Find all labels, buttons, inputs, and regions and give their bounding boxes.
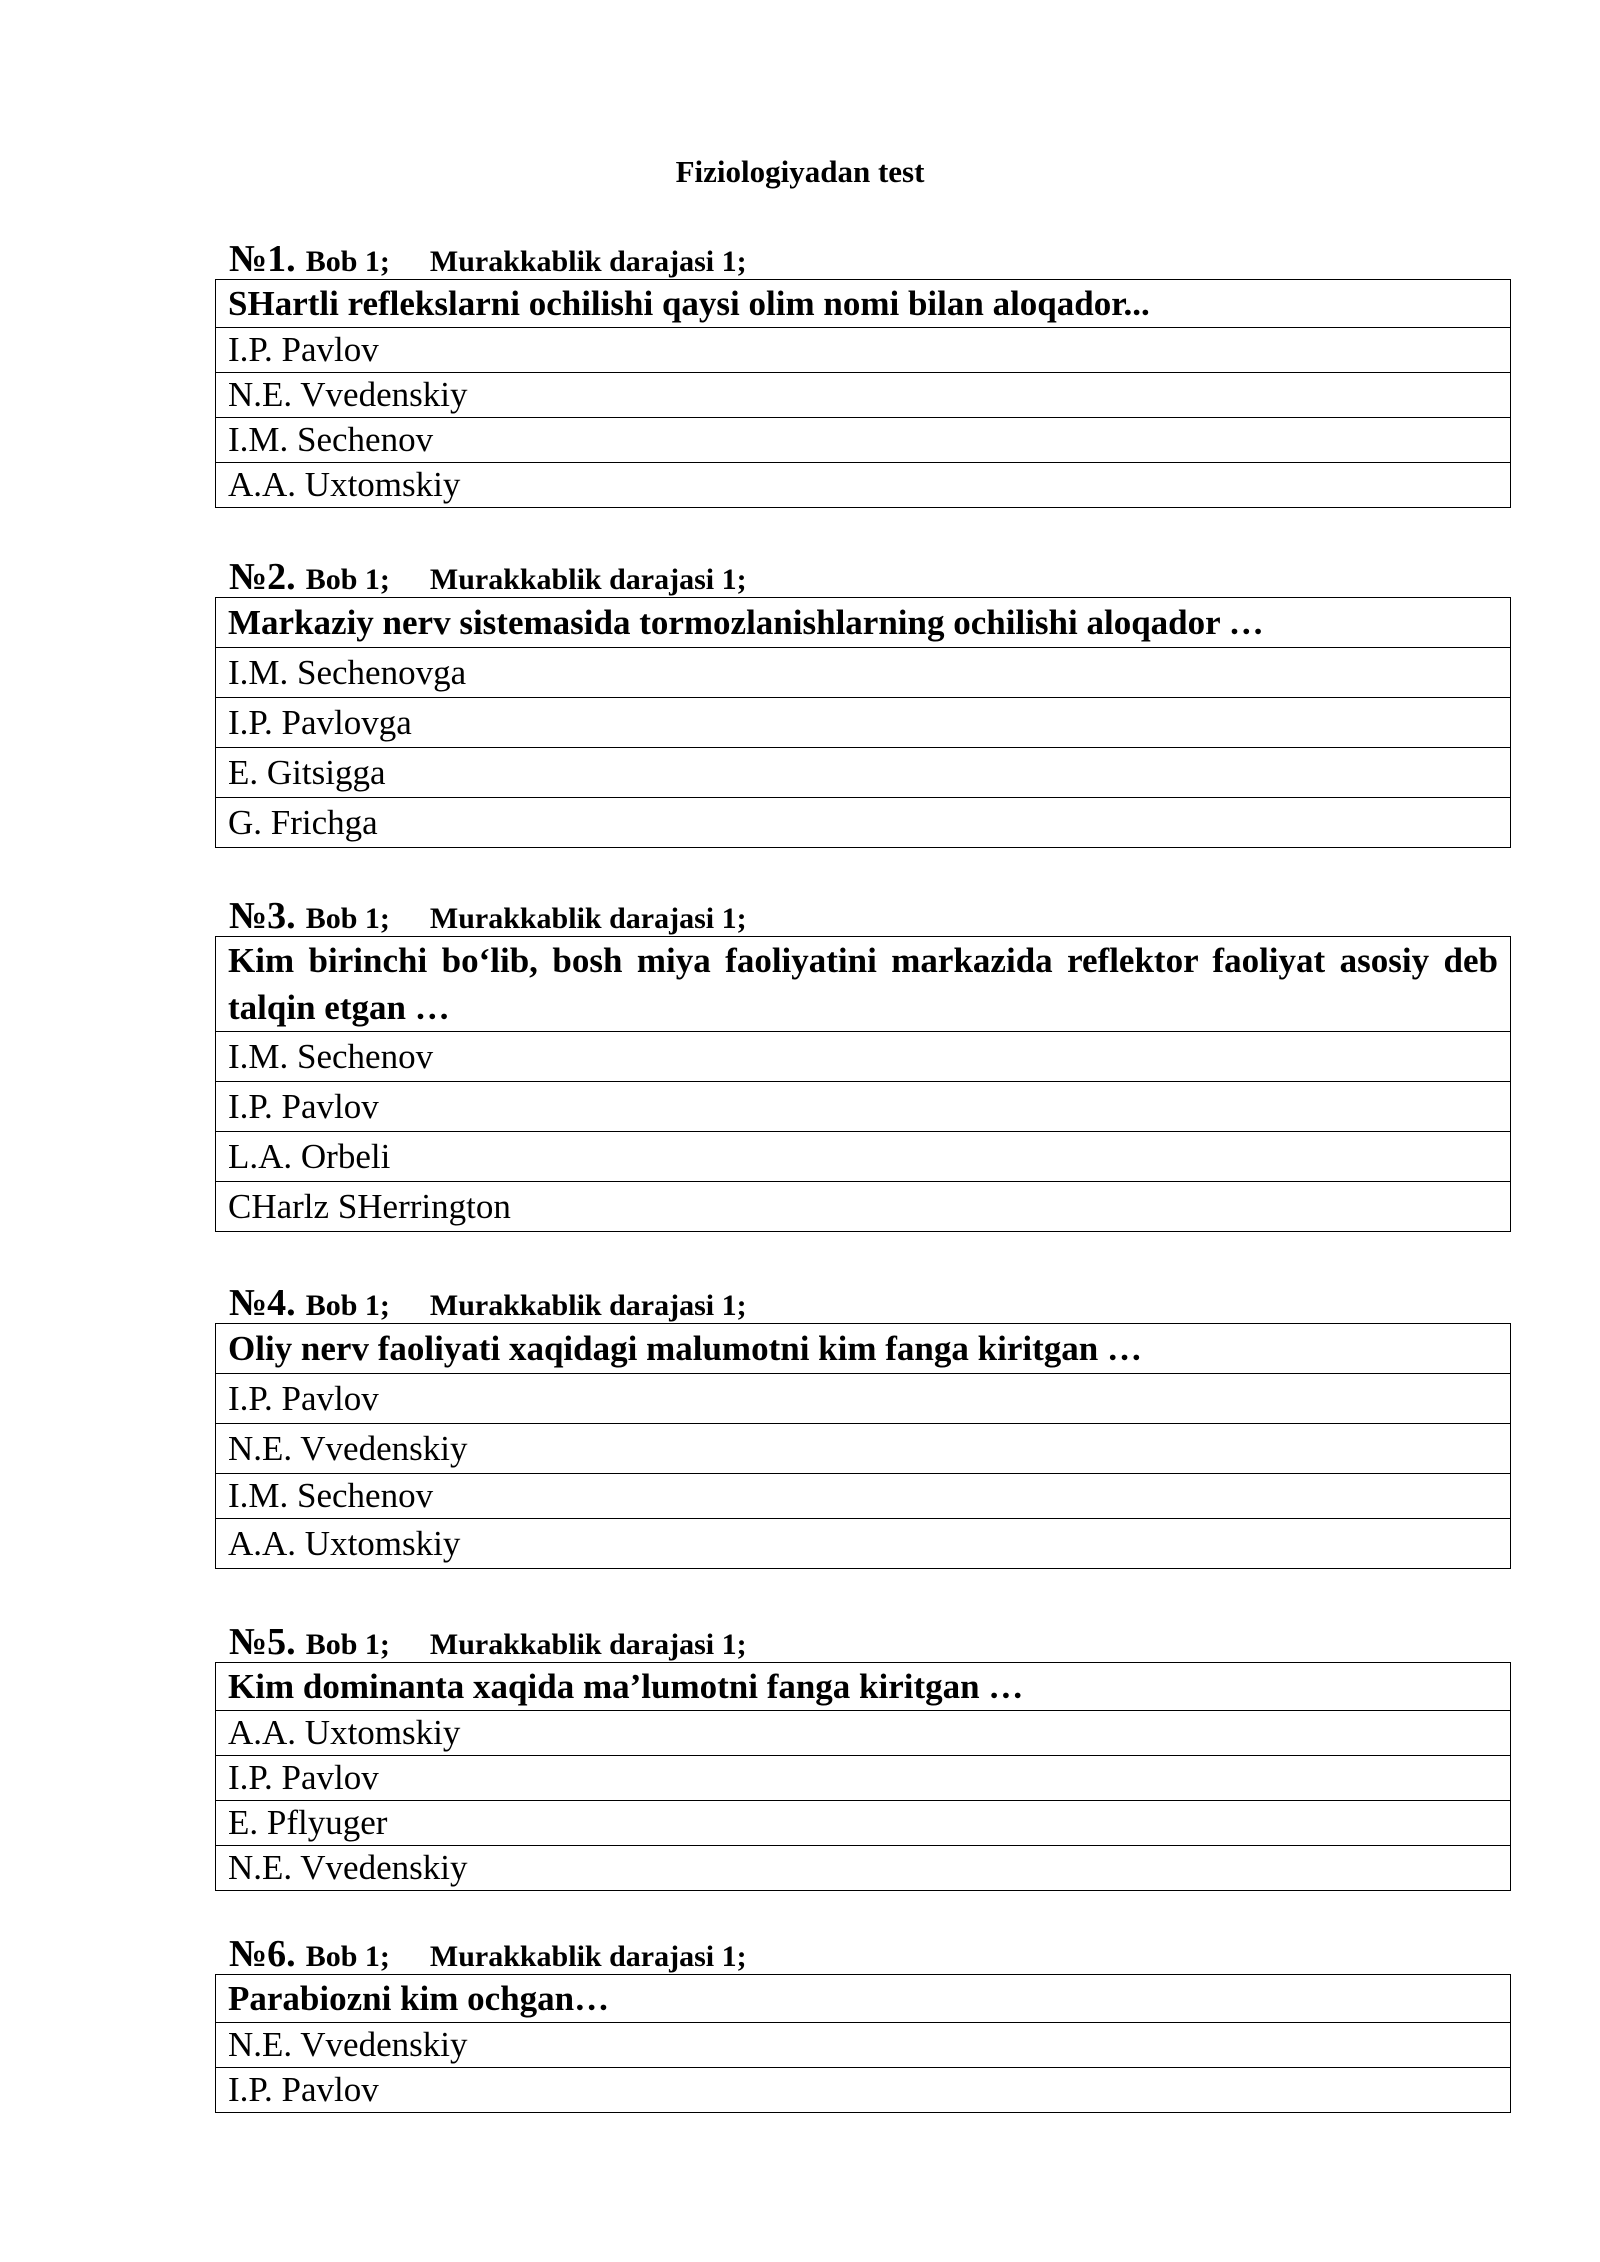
question-chapter: Bob 1; xyxy=(305,563,390,596)
question-text: Kim birinchi bo‘lib, bosh miya faoliyatini markazida reflektor faoliyat asosiy deb talqin etgan … xyxy=(216,937,1511,1032)
question-difficulty: Murakkablik darajasi 1; xyxy=(429,1628,747,1661)
question-chapter: Bob 1; xyxy=(305,245,390,278)
question-number: №6. xyxy=(229,1933,296,1975)
question-difficulty: Murakkablik darajasi 1; xyxy=(429,902,747,935)
answer-option: I.P. Pavlov xyxy=(216,2068,1511,2113)
question-header xyxy=(215,1283,1511,1323)
question-number: №2. xyxy=(229,556,296,598)
question-text: Parabiozni kim ochgan… xyxy=(216,1975,1511,2023)
answer-option: N.E. Vvedenskiy xyxy=(216,1846,1511,1891)
question-header xyxy=(215,1934,1511,1974)
answer-option: I.P. Pavlov xyxy=(216,1082,1511,1132)
question-chapter: Bob 1; xyxy=(305,1628,390,1661)
answer-option: A.A. Uxtomskiy xyxy=(216,463,1511,508)
question-1 xyxy=(215,239,1511,508)
answer-option: CHarlz SHerrington xyxy=(216,1182,1511,1232)
answer-option: N.E. Vvedenskiy xyxy=(216,2023,1511,2068)
answer-option: I.M. Sechenov xyxy=(216,1032,1511,1082)
question-table xyxy=(215,1662,1511,1891)
question-text: Kim dominanta xaqida ma’lumotni fanga kiritgan … xyxy=(216,1663,1511,1711)
answer-option: I.M. Sechenov xyxy=(216,418,1511,463)
document-title: Fiziologiyadan test xyxy=(675,154,925,189)
question-number: №4. xyxy=(229,1282,296,1324)
answer-option: I.P. Pavlov xyxy=(216,1374,1511,1424)
answer-option: E. Gitsigga xyxy=(216,748,1511,798)
question-2 xyxy=(215,557,1511,848)
question-number: №1. xyxy=(229,238,296,280)
answer-option: I.P. Pavlov xyxy=(216,328,1511,373)
question-difficulty: Murakkablik darajasi 1; xyxy=(429,563,747,596)
answer-option: N.E. Vvedenskiy xyxy=(216,1424,1511,1474)
answer-option: A.A. Uxtomskiy xyxy=(216,1711,1511,1756)
answer-option: E. Pflyuger xyxy=(216,1801,1511,1846)
answer-option: I.M. Sechenovga xyxy=(216,648,1511,698)
answer-option: I.P. Pavlovga xyxy=(216,698,1511,748)
answer-option: L.A. Orbeli xyxy=(216,1132,1511,1182)
question-chapter: Bob 1; xyxy=(305,1289,390,1322)
question-table xyxy=(215,936,1511,1232)
question-table xyxy=(215,279,1511,508)
question-difficulty: Murakkablik darajasi 1; xyxy=(429,1289,747,1322)
question-4 xyxy=(215,1283,1511,1569)
answer-option: I.M. Sechenov xyxy=(216,1474,1511,1519)
question-3 xyxy=(215,896,1511,1232)
question-table xyxy=(215,1323,1511,1569)
question-header xyxy=(215,557,1511,597)
question-header xyxy=(215,896,1511,936)
question-difficulty: Murakkablik darajasi 1; xyxy=(429,245,747,278)
question-table xyxy=(215,597,1511,848)
question-number: №3. xyxy=(229,895,296,937)
question-5 xyxy=(215,1622,1511,1891)
question-number: №5. xyxy=(229,1621,296,1663)
answer-option: N.E. Vvedenskiy xyxy=(216,373,1511,418)
question-header xyxy=(215,239,1511,279)
question-chapter: Bob 1; xyxy=(305,1940,390,1973)
question-6 xyxy=(215,1934,1511,2113)
question-header xyxy=(215,1622,1511,1662)
question-text: Oliy nerv faoliyati xaqidagi malumotni kim fanga kiritgan … xyxy=(216,1324,1511,1374)
question-chapter: Bob 1; xyxy=(305,902,390,935)
question-table xyxy=(215,1974,1511,2113)
answer-option: G. Frichga xyxy=(216,798,1511,848)
answer-option: A.A. Uxtomskiy xyxy=(216,1519,1511,1569)
question-text: Markaziy nerv sistemasida tormozlanishlarning ochilishi aloqador … xyxy=(216,598,1511,648)
question-text: SHartli reflekslarni ochilishi qaysi olim nomi bilan aloqador... xyxy=(216,280,1511,328)
answer-option: I.P. Pavlov xyxy=(216,1756,1511,1801)
question-difficulty: Murakkablik darajasi 1; xyxy=(429,1940,747,1973)
